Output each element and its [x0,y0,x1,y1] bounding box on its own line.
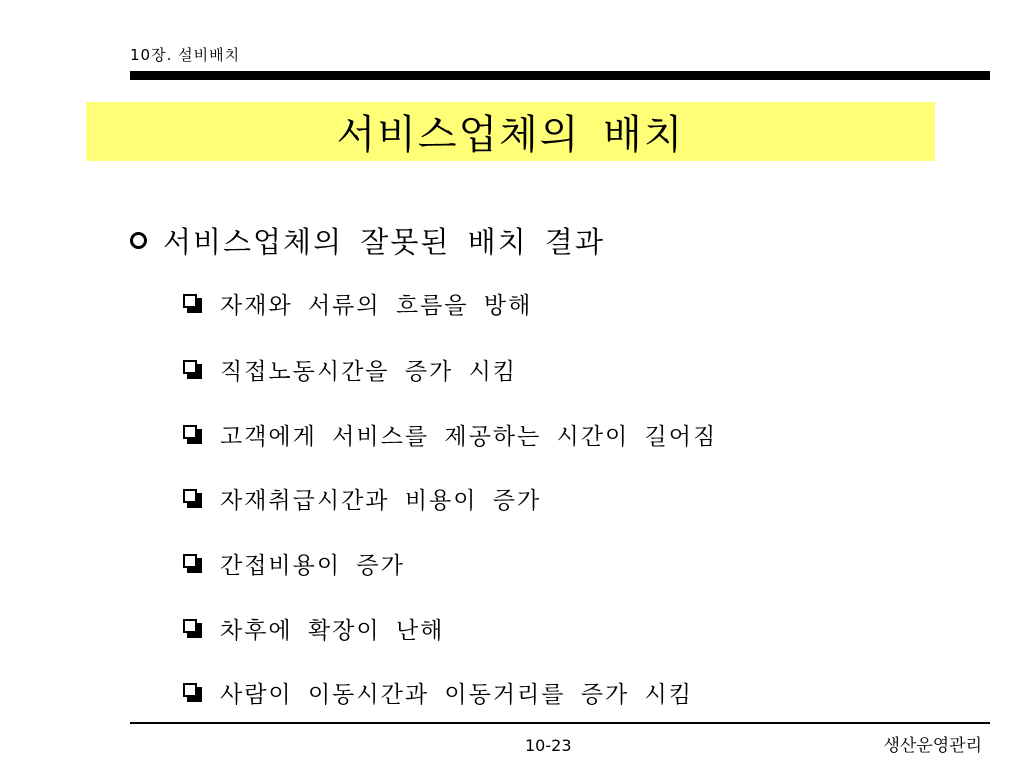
box-bullet-icon [183,294,202,313]
main-bullet-point [130,220,605,261]
page-number: 10-23 [525,736,572,755]
list-item [183,418,717,451]
list-item-text: 차후에 확장이 난해 [220,618,445,644]
top-divider [130,71,990,80]
list-item [183,287,532,320]
bottom-divider [130,722,990,724]
box-bullet-icon [183,360,202,379]
list-item-text: 간접비용이 증가 [220,553,405,579]
list-item-text: 자재와 서류의 흐름을 방해 [220,293,533,319]
box-bullet-icon [183,554,202,573]
box-bullet-icon [183,425,202,444]
slide-title: 서비스업체의 배치 [336,112,685,158]
box-bullet-icon [183,683,202,702]
box-bullet-icon [183,619,202,638]
list-item [183,676,693,709]
main-bullet-text: 서비스업체의 잘못된 배치 결과 [163,225,605,259]
box-bullet-icon [183,489,202,508]
list-item [183,353,517,386]
circle-bullet-icon [130,232,147,249]
list-item [183,482,541,515]
list-item [183,547,405,580]
list-item [183,612,444,645]
list-item-text: 자재취급시간과 비용이 증가 [220,488,542,514]
list-item-text: 직접노동시간을 증가 시킴 [220,359,518,385]
list-item-text: 사람이 이동시간과 이동거리를 증가 시킴 [220,682,693,708]
chapter-heading: 10장. 설비배치 [130,46,241,64]
slide-title-banner [86,102,935,161]
list-item-text: 고객에게 서비스를 제공하는 시간이 길어짐 [220,424,718,450]
course-title: 생산운영관리 [883,736,982,756]
